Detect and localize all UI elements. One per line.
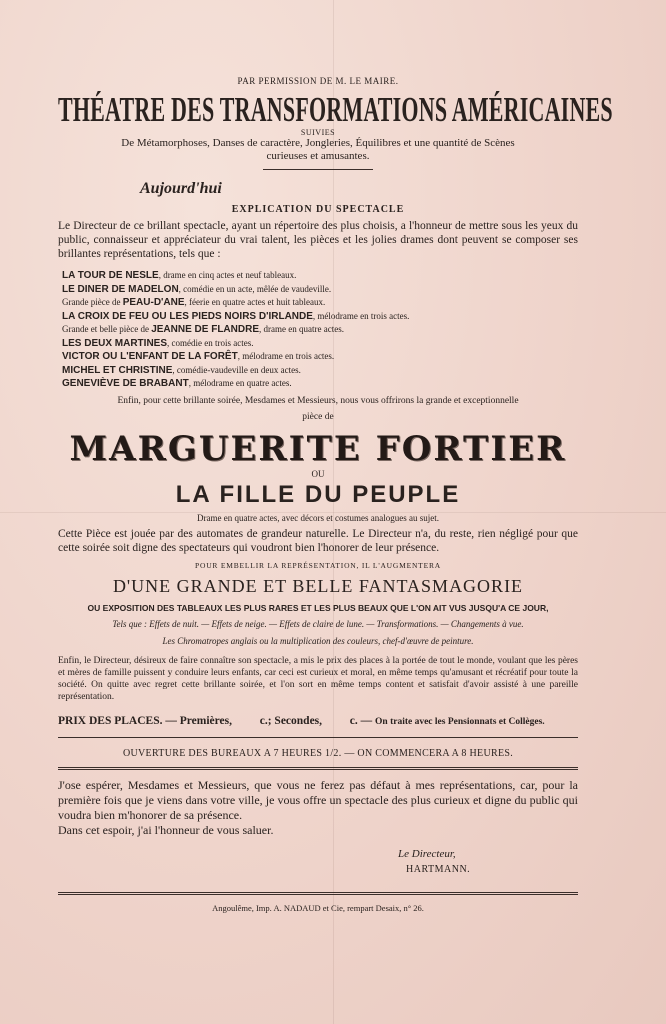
list-item: VICTOR OU L'ENFANT DE LA FORÊT, mélodrame en trois actes.: [62, 351, 335, 362]
embellir-line: POUR EMBELLIR LA REPRÉSENTATION, IL L'AUGMENTERA: [195, 560, 441, 570]
closing-paragraph: J'ose espérer, Mesdames et Messieurs, que vous ne ferez pas défaut à mes représentations, car, pour la première fois que je viens dans votre ville, je vous offre un spectacle des plus curieux et digne du public qui voudra bien m'honorer de sa présence.: [58, 777, 578, 822]
enfin-line-2: pièce de: [302, 411, 334, 422]
double-divider: [58, 892, 578, 895]
list-item: GENEVIÈVE DE BRABANT, mélodrame en quatre actes.: [62, 378, 292, 389]
double-divider: [58, 767, 578, 770]
divider: [263, 169, 373, 170]
signature: [398, 846, 578, 878]
subtitle-line-2: curieuses et amusantes.: [266, 150, 370, 162]
permission-line: PAR PERMISSION DE M. LE MAIRE.: [237, 76, 399, 86]
automates-paragraph: Cette Pièce est jouée par des automates de grandeur naturelle. Le Directeur n'a, du reste, rien négligé pour que cette soirée soit digne des spectateurs qui voudront bien l'honorer de leur présence.: [58, 527, 578, 554]
list-item: MICHEL ET CHRISTINE, comédie-vaudeville en deux actes.: [62, 364, 301, 376]
list-item: Grande pièce de PEAU-D'ANE, féerie en quatre actes et huit tableaux.: [62, 297, 326, 308]
ouverture-line: OUVERTURE DES BUREAUX A 7 HEURES 1/2. — ON COMMENCERA A 8 HEURES.: [122, 747, 514, 759]
prices-label: PRIX DES PLACES. — Premières,: [58, 714, 232, 727]
prices-c2: c. —: [349, 714, 373, 727]
explication-heading: EXPLICATION DU SPECTACLE: [231, 204, 405, 215]
closing-line-2: Dans cet espoir, j'ai l'honneur de vous saluer.: [58, 822, 274, 837]
prices-line: [58, 715, 578, 727]
effects-line-1: Tels que : Effets de nuit. — Effets de neige. — Effets de claire de lune. — Transformations. — Changements à vue.: [112, 618, 524, 629]
theatre-title: THÉATRE DES TRANSFORMATIONS AMÉRICAINES: [58, 88, 613, 129]
prices-note: On traite avec les Pensionnats et Collèges.: [375, 716, 545, 727]
exposition-line: OU EXPOSITION DES TABLEAUX LES PLUS RARES ET LES PLUS BEAUX QUE L'ON AIT VUS JUSQU'A CE JOUR,: [87, 602, 549, 613]
main-subtitle: LA FILLE DU PEUPLE: [175, 480, 461, 508]
effects-line-2: Les Chromatropes anglais ou la multiplication des couleurs, chef-d'œuvre de peinture.: [162, 635, 474, 646]
signature-title: Le Directeur,: [398, 847, 456, 860]
subtitle-line-1: De Métamorphoses, Danses de caractère, Jongleries, Équilibres et une quantité de Scènes: [121, 137, 515, 149]
intro-paragraph: Le Directeur de ce brillant spectacle, ayant un répertoire des plus choisis, a l'honneur de mettre sous les yeux du public, connaisseur et appréciateur du vrai talent, les pièces et les jolies drames dont peuvent se composer ses brillantes représentations, tels que :: [58, 220, 578, 260]
playbill: [58, 70, 613, 913]
fantasmagorie-heading: D'UNE GRANDE ET BELLE FANTASMAGORIE: [112, 575, 524, 596]
enfin-paragraph: Enfin, le Directeur, désireux de faire connaître son spectacle, a mis le prix des places à la portée de tout le monde, voulant que les pères et mères de famille puissent y conduire leurs enfants, car ceci est curieux et moral, en même temps qu'amusant et récréatif pour toute la société. On quitte avec regret cette brillante soirée, et l'on sort en même temps content et satisfait d'avoir assisté à une pareille représentation.: [58, 655, 578, 702]
list-item: LES DEUX MARTINES, comédie en trois actes.: [62, 337, 254, 349]
list-item: LE DINER DE MADELON, comédie en un acte, mêlée de vaudeville.: [62, 283, 332, 295]
main-title: MARGUERITE FORTIER: [69, 428, 567, 469]
prices-c1: c.; Secondes,: [259, 714, 323, 727]
list-item: Grande et belle pièce de JEANNE DE FLANDRE, drame en quatre actes.: [62, 324, 344, 335]
list-item: LA CROIX DE FEU OU LES PIEDS NOIRS D'IRLANDE, mélodrame en trois actes.: [62, 310, 410, 322]
divider: [58, 737, 578, 738]
list-item: LA TOUR DE NESLE, drame en cinq actes et neuf tableaux.: [62, 270, 297, 281]
printer-line: Angoulême, Imp. A. NADAUD et Cie, rempart Desaix, n° 26.: [212, 902, 424, 913]
signature-name: HARTMANN.: [406, 863, 471, 875]
plays-list: [62, 269, 578, 391]
suivies-label: SUIVIES: [300, 128, 336, 137]
drame-line: Drame en quatre actes, avec décors et costumes analogues au sujet.: [197, 512, 439, 523]
enfin-line-1: Enfin, pour cette brillante soirée, Mesdames et Messieurs, nous vous offrirons la grande et exceptionnelle: [117, 395, 519, 406]
today-label: Aujourd'hui: [140, 180, 222, 197]
ou-label: OU: [311, 468, 325, 479]
